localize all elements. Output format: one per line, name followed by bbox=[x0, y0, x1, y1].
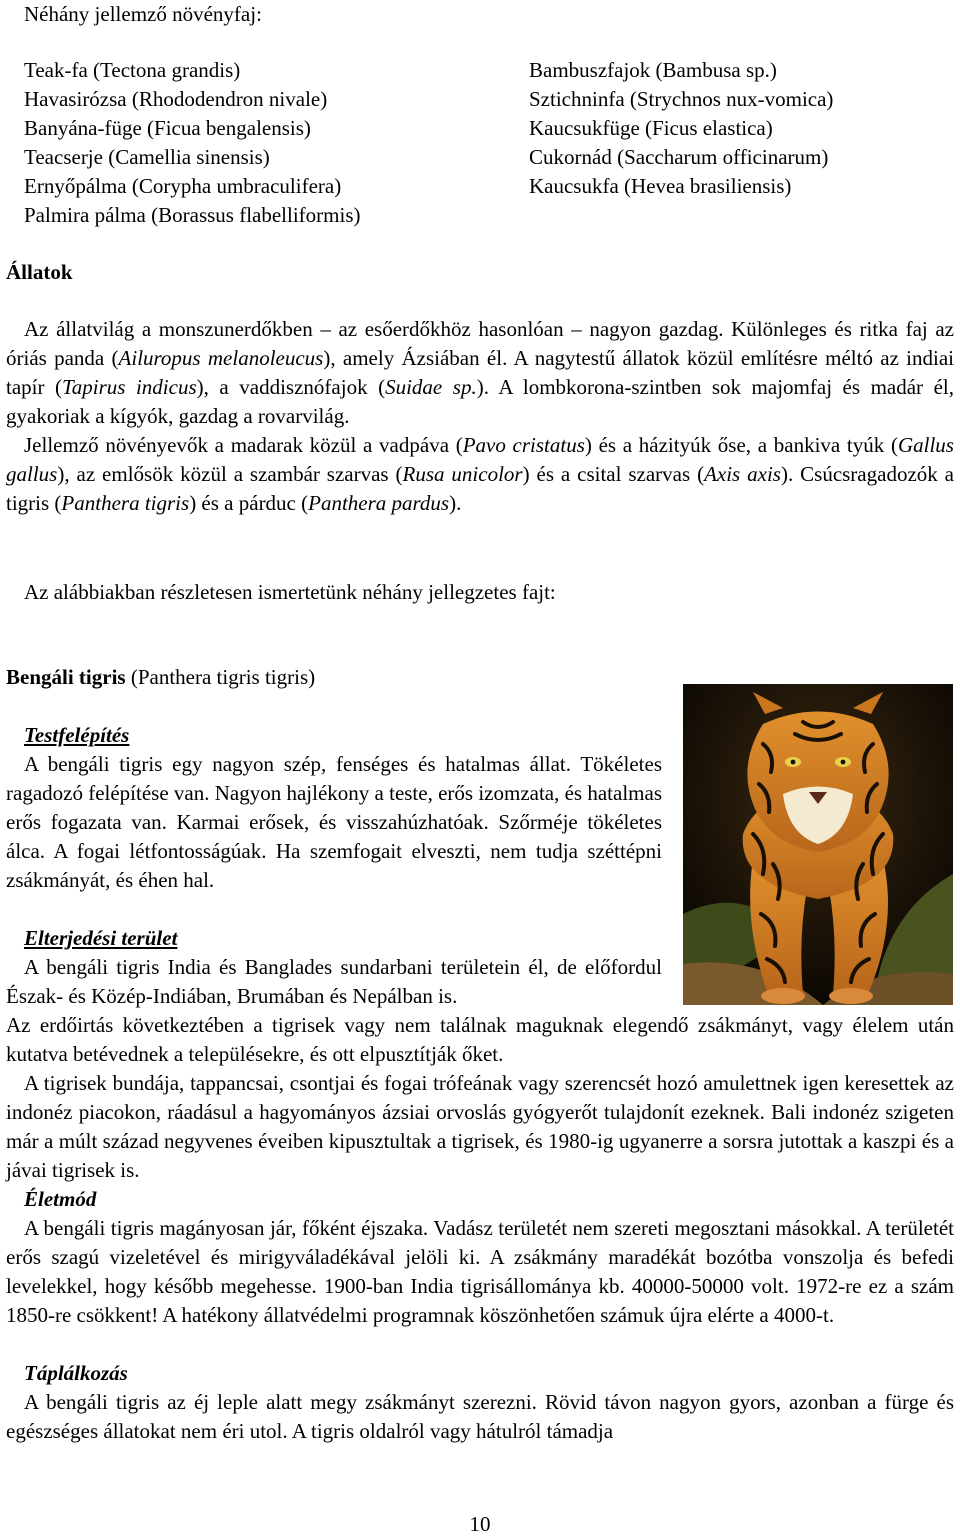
testfelepites-section: Testfelépítés A bengáli tigris egy nagyon szép, fenséges és hatalmas állat. Tökéletes ragadozó felépítése van. Nagyon hajlékony a teste, erős izomzata, és hatalmas erős fogazata van. Karmai erősek, és visszahúzhatóak. Szőrméje tökéletes álca. A fogai létfontosságúak. Ha szemfogait elveszti, nem tudja széttépni zsákmányát, és éhen hal. bbox=[6, 723, 662, 892]
animals-paragraph: Az állatvilág a monszunerdőkben – az esőerdőkhöz hasonlóan – nagyon gazdag. Különleges és ritka faj az óriás panda (Ailuropus melanoleucus), amely Ázsiában él. A nagytestű állatok közül említésre méltó az indiai tapír (Tapirus indicus), a vaddisznófajok (Suidae sp.). A lombkorona-szintben sok majomfaj és madár él, gyakoriak a kígyók, gazdag a rovarvilág. Jellemző növényevők a madarak közül a vadpáva (Pavo cristatus) és a házityúk őse, a bankiva tyúk (Gallus gallus), az emlősök közül a szambár szarvas (Rusa unicolor) és a csital szarvas (Axis axis). Csúcsragadozók a tigris (Panthera tigris) és a párduc (Panthera pardus). bbox=[6, 317, 955, 515]
eletmod-heading: Életmód bbox=[24, 1187, 97, 1211]
testfelepites-heading: Testfelépítés bbox=[24, 723, 130, 747]
plant-list-right bbox=[529, 56, 833, 201]
taplalkozas-section: Táplálkozás A bengáli tigris az éj leple alatt megy zsákmányt szerezni. Rövid távon nagyon gyors, azonban a fürge és egészséges állatokat nem éri utol. A tigris oldalról vagy hátulról támadja bbox=[6, 1361, 954, 1443]
elterjedes-section: Elterjedési terület A bengáli tigris India és Banglades sundarbani területein él, de előfordul Észak- és Közép-Indiában, Brumában és Nepálban is. bbox=[6, 926, 662, 1008]
plant-item: Teak-fa (Tectona grandis) bbox=[24, 58, 241, 82]
animals-heading: Állatok bbox=[6, 260, 73, 284]
plant-item: Bambuszfajok (Bambusa sp.) bbox=[529, 58, 777, 82]
tiger-photo bbox=[683, 684, 953, 1005]
taplalkozas-heading: Táplálkozás bbox=[24, 1361, 128, 1385]
plant-item: Kaucsukfa (Hevea brasiliensis) bbox=[529, 174, 792, 198]
plant-item: Banyána-füge (Ficua bengalensis) bbox=[24, 116, 311, 140]
elterjedes-heading: Elterjedési terület bbox=[24, 926, 178, 950]
plant-item: Teacserje (Camellia sinensis) bbox=[24, 145, 270, 169]
tiger-illustration bbox=[683, 684, 953, 1005]
eletmod-section: Életmód A bengáli tigris magányosan jár, főként éjszaka. Vadász területét nem szereti megosztani másokkal. A területét erős szagú vizeletével és mirigyváladékával jelöli ki. A zsákmány maradékát bozótba vonszolja és befedi levelekkel, hogy később megehesse. 1900-ban India tigrisállománya kb. 40000-50000 volt. 1972-re ez a szám 1850-re csökkent! A hatékony állatvédelmi programnak köszönhetően számuk újra elérte a 4000-t. bbox=[6, 1187, 954, 1327]
intro-text: Az alábbiakban részletesen ismertetünk néhány jellegzetes fajt: bbox=[24, 580, 556, 604]
plant-item: Cukornád (Saccharum officinarum) bbox=[529, 145, 829, 169]
plants-title: Néhány jellemző növényfaj: bbox=[24, 2, 262, 26]
page-number: 10 bbox=[469, 1512, 491, 1536]
plant-item: Ernyőpálma (Corypha umbraculifera) bbox=[24, 174, 342, 198]
plant-item: Palmira pálma (Borassus flabelliformis) bbox=[24, 203, 361, 227]
elterjedes-paragraph-2: Az erdőirtás következtében a tigrisek vagy nem találnak maguknak elegendő zsákmányt, vagy élelem után kutatva betévednek a településekre, és ott elpusztítják őket. A tigrisek bundája, tappancsai, csontjai és fogai trófeának vagy szerencsét hozó amulettnek igen keresettek az indonéz piacokon, ráadásul a hagyományos ázsiai orvoslás gyógyerőt tulajdonít ezeknek. Bali indonéz szigeten már a múlt század negyvenes éveiben kipusztultak a tigrisek, és 1980-ig ugyanerre a sorsra jutottak a kaszpi és a jávai tigrisek is. bbox=[6, 1013, 954, 1182]
species-title: Bengáli tigris (Panthera tigris tigris) bbox=[6, 665, 316, 689]
plant-item: Havasirózsa (Rhododendron nivale) bbox=[24, 87, 328, 111]
plant-item: Kaucsukfüge (Ficus elastica) bbox=[529, 116, 773, 140]
plant-item: Sztichninfa (Strychnos nux-vomica) bbox=[529, 87, 834, 111]
plant-list-left bbox=[24, 56, 361, 230]
